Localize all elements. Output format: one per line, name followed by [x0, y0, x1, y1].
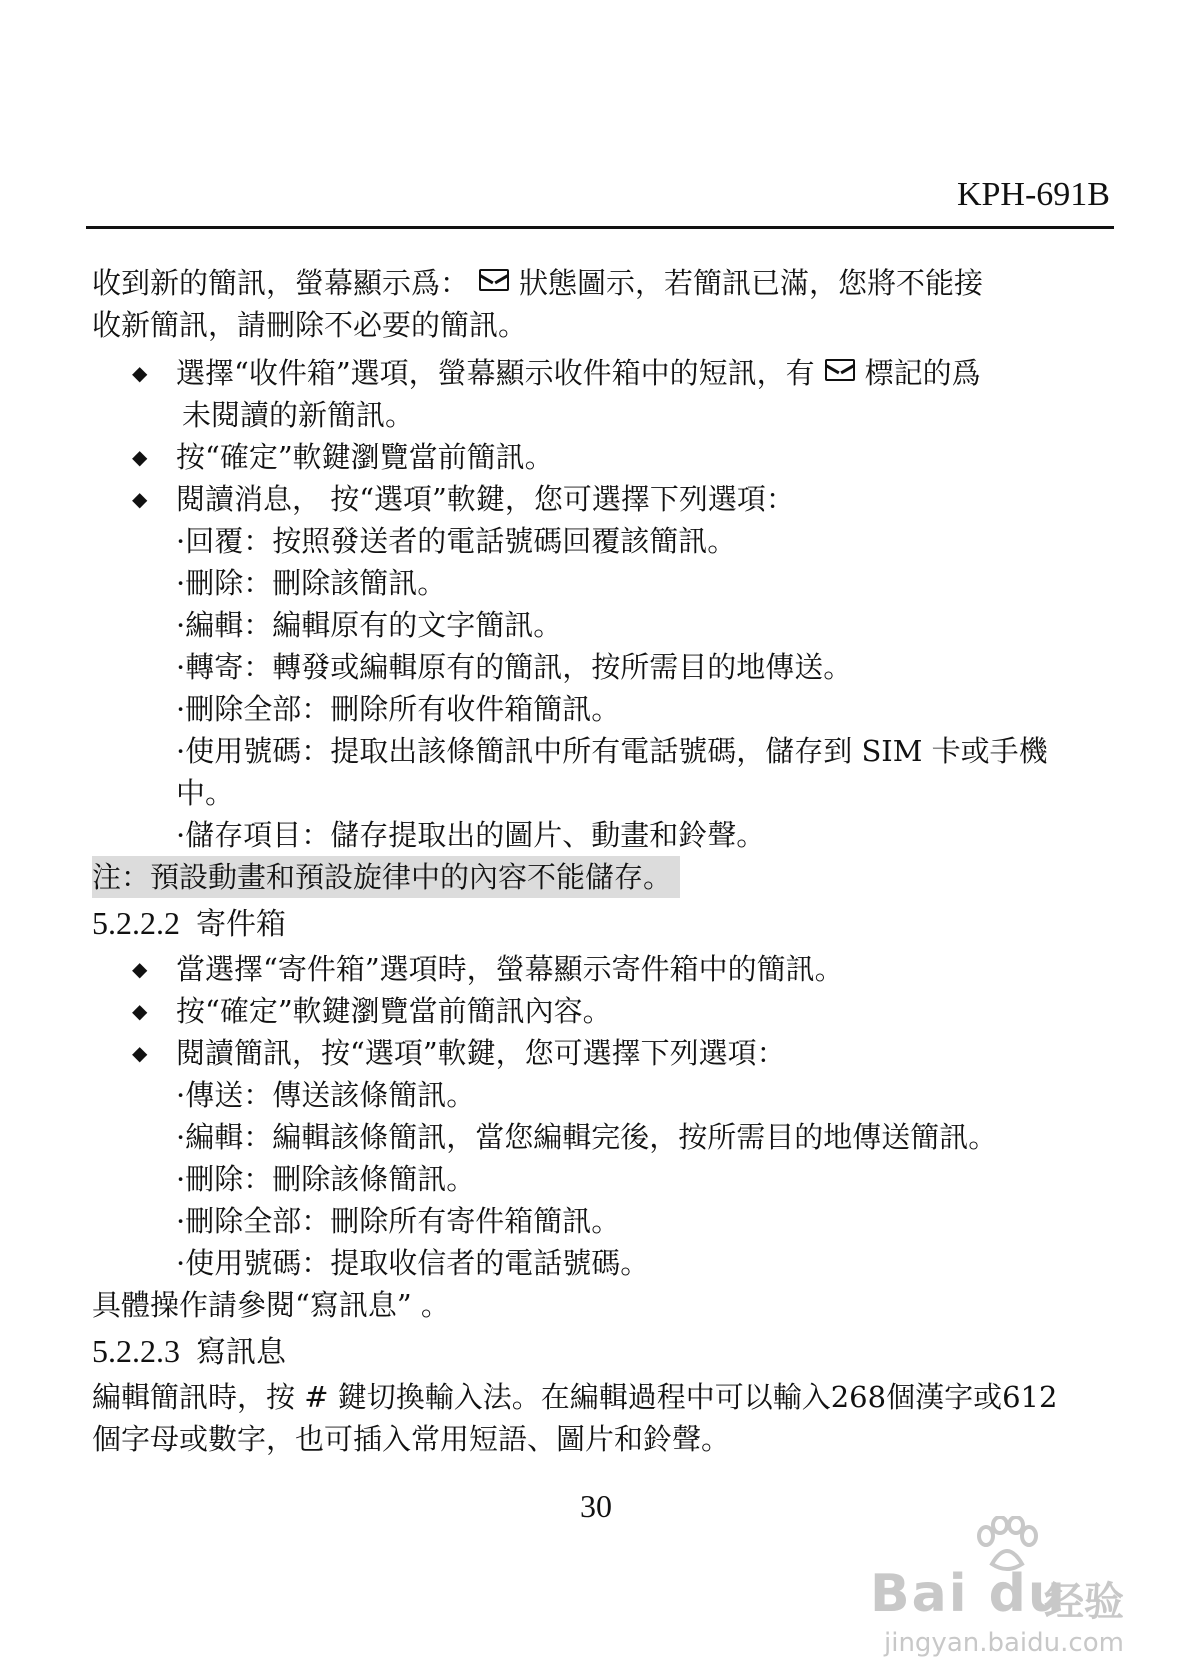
- outbox-bullet-3: [92, 1032, 1117, 1074]
- outbox-option-edit: ·編輯：編輯該條簡訊，當您編輯完後，按所需目的地傳送簡訊。: [176, 1120, 998, 1154]
- diamond-bullet-icon: ◆: [132, 361, 148, 385]
- intro-line-1: [92, 262, 1117, 304]
- envelope-icon: [479, 269, 509, 291]
- inbox-option-save-items: ·儲存項目：儲存提取出的圖片、動畫和鈴聲。: [176, 818, 766, 852]
- outbox-bullet-2: [92, 990, 1117, 1032]
- compose-section-number: 5.2.2.3: [92, 1333, 180, 1369]
- inbox-option-delete-all: ·刪除全部：刪除所有收件箱簡訊。: [176, 692, 621, 726]
- inbox-note: 注：預設動畫和預設旋律中的內容不能儲存。: [92, 856, 680, 898]
- outbox-bullet-3-text: 閱讀簡訊，按“選項”軟鍵，您可選擇下列選項：: [176, 1036, 786, 1070]
- diamond-bullet-icon: ◆: [132, 487, 148, 511]
- inbox-option-reply: ·回覆：按照發送者的電話號碼回覆該簡訊。: [176, 524, 737, 558]
- inbox-bullet-3: [92, 478, 1117, 520]
- diamond-bullet-icon: ◆: [132, 957, 148, 981]
- page-number: 30: [580, 1488, 612, 1524]
- outbox-bullet-2-text: 按“確定”軟鍵瀏覽當前簡訊內容。: [176, 994, 612, 1028]
- inbox-option-edit: ·編輯：編輯原有的文字簡訊。: [176, 608, 563, 642]
- inbox-note-line: [92, 856, 1117, 898]
- header-rule: [86, 226, 1114, 229]
- inbox-bullet-1: [92, 352, 1117, 394]
- baidu-watermark: [854, 1516, 1134, 1666]
- outbox-option-delete-all: ·刪除全部：刪除所有寄件箱簡訊。: [176, 1204, 621, 1238]
- compose-section-title: 寫訊息: [196, 1335, 286, 1370]
- inbox-option-use-number: ·使用號碼：提取出該條簡訊中所有電話號碼，儲存到 SIM 卡或手機: [176, 734, 1048, 768]
- inbox-bullet-1-text-a: 選擇“收件箱”選項，螢幕顯示收件箱中的短訊，有: [176, 356, 815, 390]
- model-header: KPH-691B: [956, 176, 1110, 213]
- intro-line-2: 收新簡訊，請刪除不必要的簡訊。: [92, 308, 528, 342]
- page-content: [92, 262, 1117, 1460]
- compose-heading: [92, 1328, 1117, 1376]
- inbox-option-forward: ·轉寄：轉發或編輯原有的簡訊，按所需目的地傳送。: [176, 650, 853, 684]
- watermark-brand-cn: 经验: [1044, 1579, 1124, 1625]
- intro-text-after-icon: 狀態圖示，若簡訊已滿，您將不能接: [519, 266, 984, 300]
- outbox-section-title: 寄件箱: [196, 907, 286, 942]
- outbox-option-use-number: ·使用號碼：提取收信者的電話號碼。: [176, 1246, 650, 1280]
- inbox-bullet-2: [92, 436, 1117, 478]
- watermark-brand: Bai du: [870, 1564, 1067, 1624]
- inbox-option-use-number-cont: 中。: [176, 776, 235, 810]
- inbox-bullet-2-text: 按“確定”軟鍵瀏覽當前簡訊。: [176, 440, 554, 474]
- inbox-bullet-3-text: 閱讀消息， 按“選項”軟鍵，您可選擇下列選項：: [176, 482, 795, 516]
- diamond-bullet-icon: ◆: [132, 1041, 148, 1065]
- inbox-bullet-1-text-b: 標記的爲: [864, 356, 981, 390]
- diamond-bullet-icon: ◆: [132, 999, 148, 1023]
- outbox-heading: [92, 900, 1117, 948]
- intro-text-before-icon: 收到新的簡訊，螢幕顯示爲：: [92, 266, 470, 300]
- inbox-option-delete: ·刪除：刪除該簡訊。: [176, 566, 447, 600]
- diamond-bullet-icon: ◆: [132, 445, 148, 469]
- outbox-after-text: 具體操作請參閱“寫訊息” 。: [92, 1288, 450, 1322]
- outbox-bullet-1: [92, 948, 1117, 990]
- outbox-bullet-1-text: 當選擇“寄件箱”選項時，螢幕顯示寄件箱中的簡訊。: [176, 952, 844, 986]
- compose-line-2: 個字母或數字，也可插入常用短語、圖片和鈴聲。: [92, 1422, 731, 1456]
- watermark-url: jingyan.baidu.com: [884, 1628, 1124, 1658]
- inbox-bullet-1-cont-text: 未閱讀的新簡訊。: [182, 398, 415, 432]
- envelope-icon: [825, 359, 855, 381]
- outbox-section-number: 5.2.2.2: [92, 905, 180, 941]
- outbox-option-delete: ·刪除：刪除該條簡訊。: [176, 1162, 476, 1196]
- inbox-bullet-1-cont: [92, 394, 1117, 436]
- compose-line-1: 編輯簡訊時，按 # 鍵切換輸入法。在編輯過程中可以輸入268個漢字或612: [92, 1380, 1058, 1414]
- outbox-option-send: ·傳送：傳送該條簡訊。: [176, 1078, 476, 1112]
